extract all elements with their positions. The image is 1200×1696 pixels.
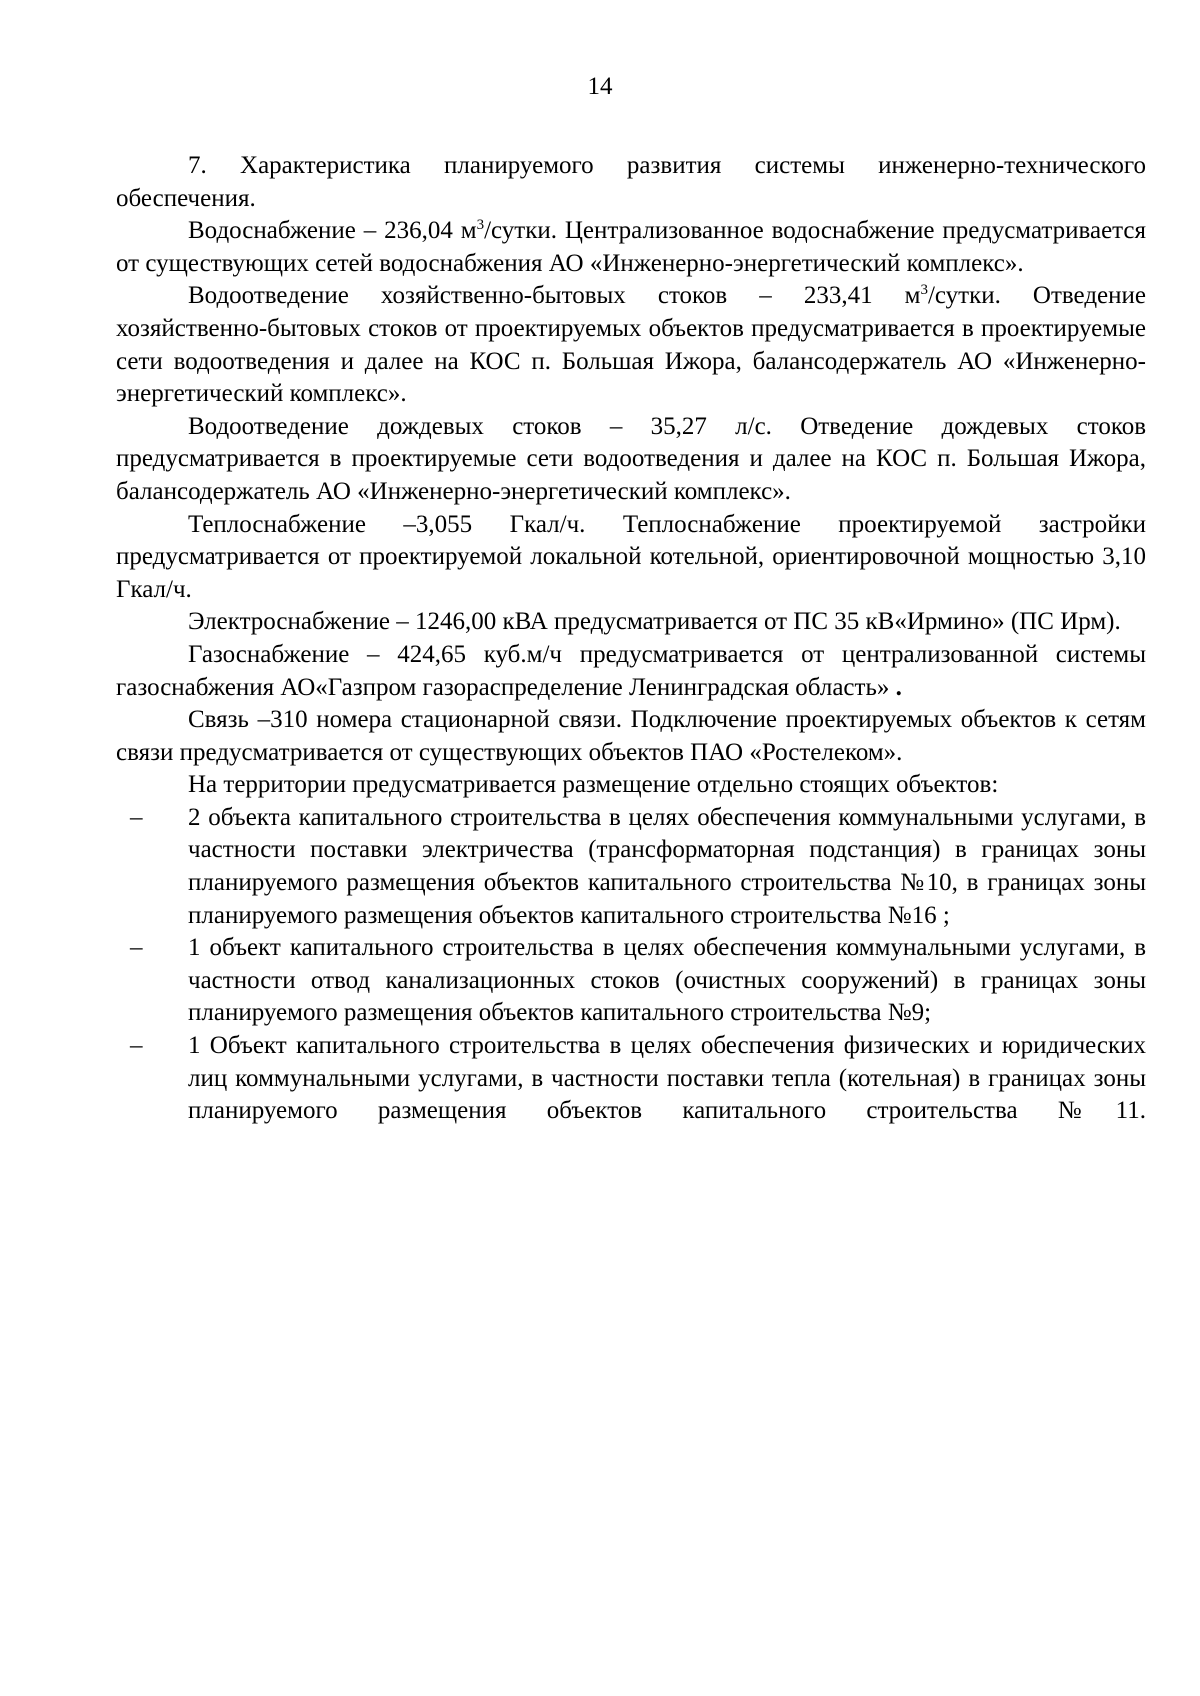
objects-intro: На территории предусматривается размещение отдельно стоящих объектов: xyxy=(188,771,999,799)
cubic-superscript: 3 xyxy=(920,282,928,299)
cubic-superscript: 3 xyxy=(476,217,485,234)
household-drainage-suffix: /сутки. Отведение хозяйственно-бытовых стоков от проектируемых объектов предусматривается в проектируемые сети водоотведения и далее на КОС п. Большая Ижора, балансодержатель АО «Инженерно-энергетический комплекс». xyxy=(116,282,1146,408)
section-heading: 7. Характеристика планируемого развития системы инженерно-технического обеспечения. xyxy=(116,152,1146,212)
water-supply-suffix: /сутки. Централизованное водоснабжение предусматривается от существующих сетей водоснабжения АО «Инженерно-энергетический комплекс». xyxy=(116,217,1146,277)
dash-marker: – xyxy=(130,1032,143,1060)
rain-drainage-paragraph: Водоотведение дождевых стоков – 35,27 л/с. Отведение дождевых стоков предусматривается в проектируемые сети водоотведения и далее на КОС п. Большая Ижора, балансодержатель АО «Инженерно-энергетический комплекс». xyxy=(116,412,1146,505)
power-supply-paragraph: Электроснабжение – 1246,00 кВА предусматривается от ПС 35 кВ«Ирмино» (ПС Ирм). xyxy=(188,608,1121,636)
communications-paragraph: Связь –310 номера стационарной связи. Подключение проектируемых объектов к сетям связи предусматривается от существующих объектов ПАО «Ростелеком». xyxy=(116,706,1146,766)
list-item xyxy=(116,1030,1146,1128)
page-number: 14 xyxy=(587,73,613,100)
water-supply-paragraph xyxy=(116,215,1146,280)
list-item-text: 2 объекта капитального строительства в целях обеспечения коммунальными услугами, в частности поставки электричества (трансформаторная подстанция) в границах зоны планируемого размещения объектов капитального строительства №10, в границах зоны планируемого размещения объектов капитального строительства №16 ; xyxy=(188,803,1146,929)
gas-supply-end: . xyxy=(895,673,902,701)
household-drainage-paragraph xyxy=(116,280,1146,410)
gas-supply-text: Газоснабжение – 424,65 куб.м/ч предусматривается от централизованной системы газоснабжения АО«Газпром газораспределение Ленинградская область» xyxy=(116,640,1146,701)
dash-marker: – xyxy=(130,934,143,962)
water-supply-prefix: Водоснабжение – 236,04 м xyxy=(188,217,477,245)
list-item xyxy=(116,802,1146,932)
objects-list xyxy=(116,802,1146,1128)
dash-marker: – xyxy=(130,803,143,831)
heat-supply-paragraph: Теплоснабжение –3,055 Гкал/ч. Теплоснабжение проектируемой застройки предусматривается от проектируемой локальной котельной, ориентировочной мощностью 3,10 Гкал/ч. xyxy=(116,510,1146,603)
list-item xyxy=(116,932,1146,1030)
document-body xyxy=(116,150,1146,1128)
household-drainage-prefix: Водоотведение хозяйственно-бытовых стоков – 233,41 м xyxy=(188,282,921,310)
gas-supply-paragraph xyxy=(116,639,1146,704)
list-item-text: 1 объект капитального строительства в целях обеспечения коммунальными услугами, в частности отвод канализационных стоков (очистных сооружений) в границах зоны планируемого размещения объектов капитального строительства №9; xyxy=(188,934,1146,1027)
list-item-text: 1 Объект капитального строительства в целях обеспечения физических и юридических лиц коммунальными услугами, в частности поставки тепла (котельная) в границах зоны планируемого размещения объектов капитального строительства №11. xyxy=(188,1032,1146,1125)
